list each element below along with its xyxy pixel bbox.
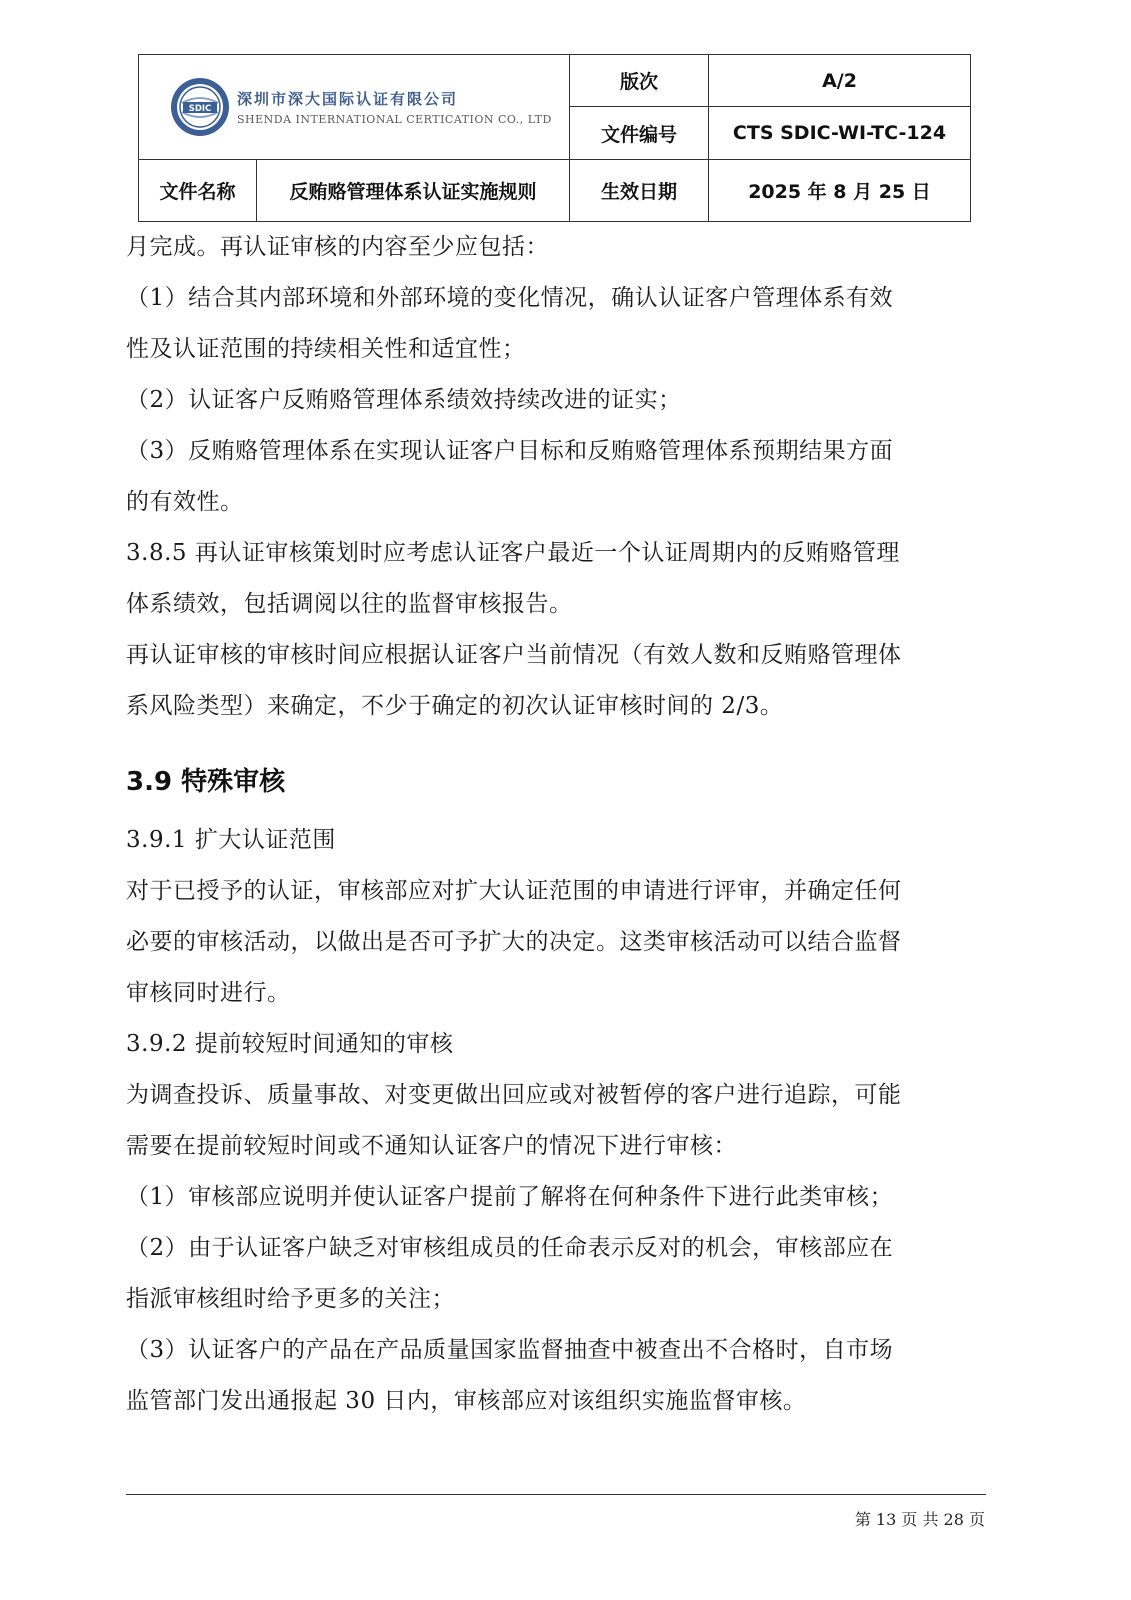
footer-divider: [126, 1494, 986, 1495]
body-line: 审核同时进行。: [126, 980, 291, 1006]
document-header-table: [138, 54, 971, 222]
effective-date-label: 生效日期: [570, 160, 709, 222]
body-line: 为调查投诉、质量事故、对变更做出回应或对被暂停的客户进行追踪，可能: [126, 1082, 902, 1108]
body-line: 必要的审核活动，以做出是否可予扩大的决定。这类审核活动可以结合监督: [126, 929, 902, 955]
edition-label: 版次: [570, 55, 709, 107]
body-line: 3.9.1 扩大认证范围: [126, 827, 336, 853]
effective-date-value: 2025 年 8 月 25 日: [709, 160, 971, 222]
body-line: （2）由于认证客户缺乏对审核组成员的任命表示反对的机会，审核部应在: [126, 1235, 894, 1261]
company-name-en: SHENDA INTERNATIONAL CERTICATION CO., LTD: [237, 113, 552, 126]
body-line: （1）结合其内部环境和外部环境的变化情况，确认认证客户管理体系有效: [126, 285, 894, 311]
file-name-value: 反贿赂管理体系认证实施规则: [257, 160, 570, 222]
document-body: [126, 222, 986, 1427]
file-name-label: 文件名称: [139, 160, 257, 222]
page-number: 第 13 页 共 28 页: [854, 1510, 985, 1529]
company-name-cn: 深圳市深大国际认证有限公司: [237, 90, 459, 108]
body-line: （3）认证客户的产品在产品质量国家监督抽查中被查出不合格时，自市场: [126, 1337, 894, 1363]
body-line: 指派审核组时给予更多的关注；: [126, 1286, 455, 1312]
company-logo-cell: [139, 55, 570, 160]
body-line: 再认证审核的审核时间应根据认证客户当前情况（有效人数和反贿赂管理体: [126, 642, 902, 668]
body-line: 体系绩效，包括调阅以往的监督审核报告。: [126, 591, 573, 617]
body-line: 3.8.5 再认证审核策划时应考虑认证客户最近一个认证周期内的反贿赂管理: [126, 540, 900, 566]
body-line: 月完成。再认证审核的内容至少应包括：: [126, 234, 549, 260]
body-line: （3）反贿赂管理体系在实现认证客户目标和反贿赂管理体系预期结果方面: [126, 438, 894, 464]
body-line: （2）认证客户反贿赂管理体系绩效持续改进的证实；: [126, 387, 682, 413]
file-number-label: 文件编号: [570, 107, 709, 160]
body-line: 需要在提前较短时间或不通知认证客户的情况下进行审核：: [126, 1133, 737, 1159]
logo-text: SDIC: [188, 104, 212, 114]
body-line: 系风险类型）来确定，不少于确定的初次认证审核时间的 2/3。: [126, 693, 784, 719]
body-line: 监管部门发出通报起 30 日内，审核部应对该组织实施监督审核。: [126, 1388, 807, 1414]
file-number-value: CTS SDIC-WI-TC-124: [709, 107, 971, 160]
body-line: （1）审核部应说明并使认证客户提前了解将在何种条件下进行此类审核；: [126, 1184, 894, 1210]
company-logo-icon: [169, 76, 231, 138]
section-heading: 3.9 特殊审核: [126, 767, 286, 797]
body-line: 对于已授予的认证，审核部应对扩大认证范围的申请进行评审，并确定任何: [126, 878, 902, 904]
body-line: 性及认证范围的持续相关性和适宜性；: [126, 336, 526, 362]
edition-value: A/2: [709, 55, 971, 107]
body-line: 3.9.2 提前较短时间通知的审核: [126, 1031, 454, 1057]
body-line: 的有效性。: [126, 489, 244, 515]
